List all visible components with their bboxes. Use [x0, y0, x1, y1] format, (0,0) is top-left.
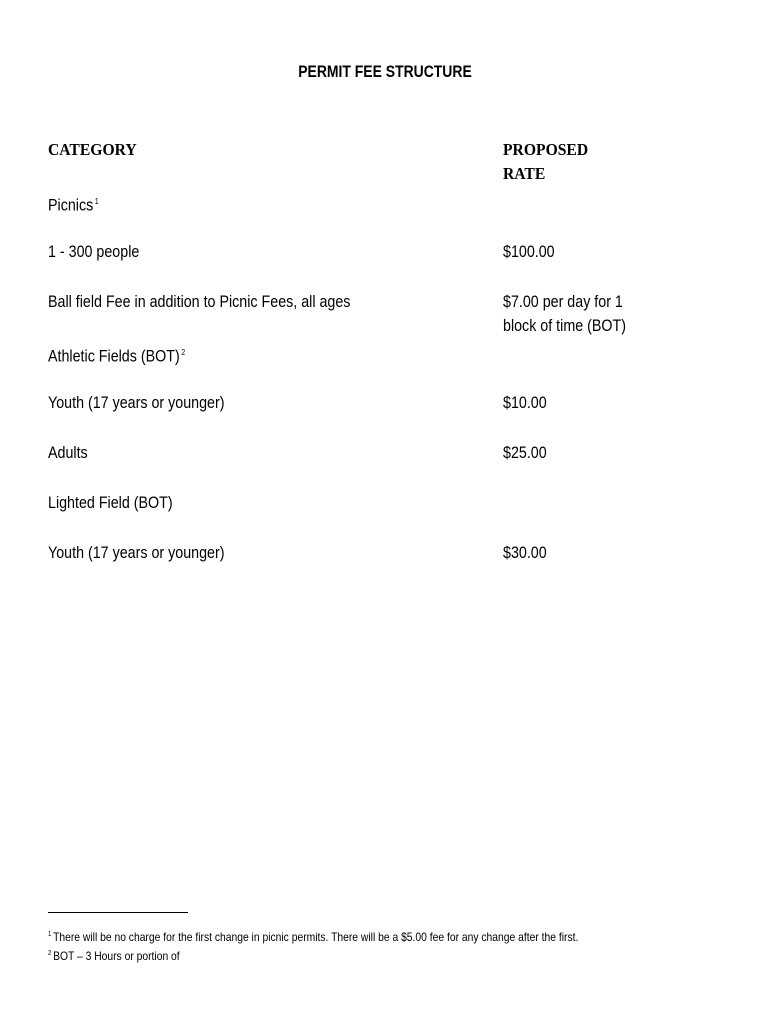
footnote-text: BOT – 3 Hours or portion of — [53, 949, 180, 963]
footnote-marker: 2 — [181, 348, 186, 357]
proposed-rate-header-line2: RATE — [503, 164, 546, 183]
page-title: PERMIT FEE STRUCTURE — [298, 62, 472, 81]
footnote-text: There will be no charge for the first change in picnic permits. There will be a $5.00 fee for any change after the first. — [53, 930, 579, 944]
proposed-rate-column-header — [503, 138, 613, 186]
row-picnics-category — [48, 190, 99, 218]
row-adults-category: Adults — [48, 443, 88, 462]
row-ball-field-rate — [503, 290, 626, 338]
ball-field-rate-line2: block of time (BOT) — [503, 316, 626, 335]
ball-field-rate-line1: $7.00 per day for 1 — [503, 292, 623, 311]
row-adults-rate: $25.00 — [503, 443, 547, 462]
row-athletic-fields-category — [48, 341, 185, 369]
footnote-2 — [48, 946, 180, 964]
row-lighted-youth-rate: $30.00 — [503, 543, 547, 562]
footnote-marker: 1 — [48, 931, 52, 938]
category-label: Picnics — [48, 195, 94, 215]
footnote-marker: 1 — [94, 197, 99, 206]
footnote-marker: 2 — [48, 950, 52, 957]
row-youth-rate: $10.00 — [503, 393, 547, 412]
row-lighted-youth-category: Youth (17 years or younger) — [48, 543, 225, 562]
footnote-separator — [48, 912, 188, 913]
row-lighted-field-category: Lighted Field (BOT) — [48, 493, 173, 512]
row-1-300-people-category: 1 - 300 people — [48, 242, 140, 261]
category-label: Athletic Fields (BOT) — [48, 346, 180, 366]
row-youth-category: Youth (17 years or younger) — [48, 393, 225, 412]
row-1-300-people-rate: $100.00 — [503, 242, 555, 261]
proposed-rate-header-line1: PROPOSED — [503, 140, 589, 159]
footnote-1 — [48, 927, 578, 945]
category-column-header: CATEGORY — [48, 140, 137, 159]
row-ball-field-category: Ball field Fee in addition to Picnic Fees, all ages — [48, 292, 351, 311]
